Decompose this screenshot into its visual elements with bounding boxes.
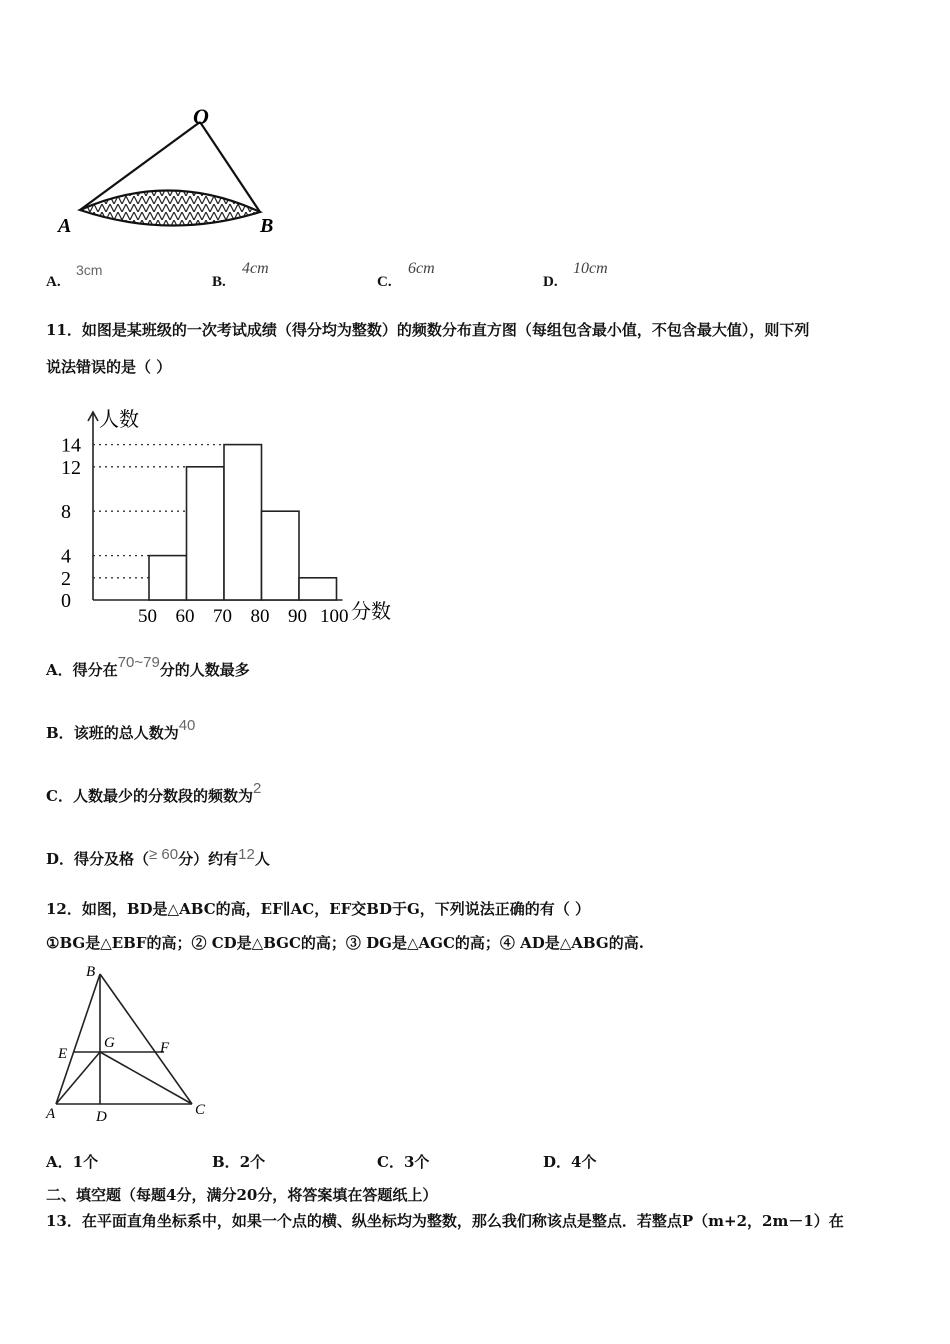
- q11-option-c-math: 2: [252, 780, 262, 797]
- q10-option-d-label: D.: [543, 274, 558, 290]
- q11-option-b-math: 40: [178, 717, 196, 734]
- q11-option-a: [46, 654, 250, 681]
- q12-stem-line2: ①BG是△EBF的高；② CD是△BGC的高；③ DG是△AGC的高；④ AD是△ABG的高.: [46, 934, 644, 952]
- q10-option-d-value: 10cm: [573, 260, 608, 277]
- q12-option-c-value: 3个: [403, 1153, 430, 1171]
- section-title: 二、填空题（每题4分，满分20分，将答案填在答题纸上）: [46, 1186, 438, 1204]
- q11-option-d-pre: 得分及格（: [74, 850, 150, 868]
- histogram-bar: [224, 445, 262, 600]
- q11-option-b: [46, 717, 196, 744]
- q12-option-a-value: 1个: [72, 1153, 99, 1171]
- side-ab: [56, 974, 100, 1104]
- q11-option-c: [46, 780, 262, 807]
- q11-option-c-label: C．: [46, 787, 73, 805]
- q12-option-d: [543, 1152, 596, 1172]
- q12-option-b-value: 2个: [239, 1153, 266, 1171]
- q11-option-d-label: D．: [46, 850, 75, 868]
- shaded-region: [80, 190, 260, 225]
- q12-option-b: [212, 1152, 265, 1172]
- q10-option-c-value: 6cm: [408, 260, 435, 277]
- y-tick-label: 8: [61, 501, 71, 524]
- q11-option-d-post: 分）约有: [178, 850, 239, 868]
- q13-stem-line1: 13．在平面直角坐标系中，如果一个点的横、纵坐标均为整数，那么我们称该点是整点．若整点P（m+2，2m－1）在: [46, 1212, 844, 1230]
- sector-figure: [50, 100, 290, 240]
- segment-gc: [100, 1052, 192, 1104]
- q12-option-c-label: C．: [377, 1153, 404, 1171]
- q11-option-a-math: 70~79: [117, 654, 160, 671]
- q11-option-b-label: B．: [46, 724, 74, 742]
- q11-stem-line2: 说法错误的是（ ）: [46, 358, 172, 376]
- y-tick-label: 4: [61, 545, 71, 568]
- q12-option-d-value: 4个: [571, 1153, 597, 1171]
- q10-option-c-label: C.: [377, 274, 392, 290]
- q12-option-a-label: A．: [46, 1153, 73, 1171]
- q10-option-a-value: 3cm: [76, 262, 103, 278]
- q10-option-a-label: A.: [46, 274, 61, 290]
- q11-option-d-math: ≥ 60: [149, 846, 179, 863]
- q12-option-c: [377, 1152, 429, 1172]
- label-a: A: [46, 1106, 56, 1122]
- x-tick-label: 50: [138, 606, 157, 627]
- q10-option-b-value: 4cm: [242, 260, 269, 277]
- q11-option-a-pre: 得分在: [72, 661, 118, 679]
- x-tick-label: 90: [288, 606, 307, 627]
- q11-option-b-pre: 该班的总人数为: [73, 724, 179, 742]
- x-tick-label: 60: [175, 606, 195, 627]
- x-axis-label: 分数: [351, 601, 391, 623]
- label-d: D: [96, 1109, 107, 1125]
- q11-option-c-pre: 人数最少的分数段的频数为: [72, 787, 253, 805]
- q12-option-d-label: D．: [543, 1153, 572, 1171]
- q11-option-d-post2: 人: [254, 850, 270, 868]
- q12-stem-line1: 12．如图，BD是△ABC的高，EF∥AC，EF交BD于G，下列说法正确的有（ ）: [46, 900, 591, 918]
- histogram-chart: [55, 400, 405, 630]
- y-tick-label: 12: [61, 456, 81, 479]
- q10-option-b-label: B.: [212, 274, 226, 290]
- label-e: E: [58, 1046, 68, 1062]
- x-tick-label: 70: [213, 606, 232, 627]
- q11-option-a-post: 分的人数最多: [159, 661, 250, 679]
- triangle-figure: [42, 960, 222, 1125]
- y-axis-label: 人数: [99, 409, 139, 431]
- histogram-bar: [299, 578, 337, 600]
- x-tick-label: 80: [250, 606, 270, 627]
- label-b: B: [260, 215, 274, 237]
- y-tick-label: 2: [61, 567, 71, 590]
- label-g: G: [104, 1035, 115, 1051]
- label-o: O: [193, 104, 209, 129]
- q11-stem-line1: 11．如图是某班级的一次考试成绩（得分均为整数）的频数分布直方图（每组包含最小值，不包含最大值），则下列: [46, 321, 810, 339]
- histogram-bar: [187, 467, 225, 600]
- q12-option-a: [46, 1152, 98, 1172]
- q11-option-d-math2: 12: [238, 846, 255, 863]
- x-tick-label: 100: [320, 606, 349, 627]
- label-f: F: [160, 1040, 170, 1056]
- histogram-bar: [149, 556, 187, 600]
- y-tick-label: 14: [61, 434, 81, 457]
- q12-option-b-label: B．: [212, 1153, 240, 1171]
- label-b: B: [86, 964, 96, 980]
- label-c: C: [195, 1102, 206, 1118]
- label-a: A: [58, 215, 72, 237]
- q11-option-d: [46, 846, 270, 870]
- histogram-bar: [262, 511, 300, 600]
- q11-option-a-label: A．: [46, 661, 73, 679]
- y-tick-label: 0: [61, 590, 71, 612]
